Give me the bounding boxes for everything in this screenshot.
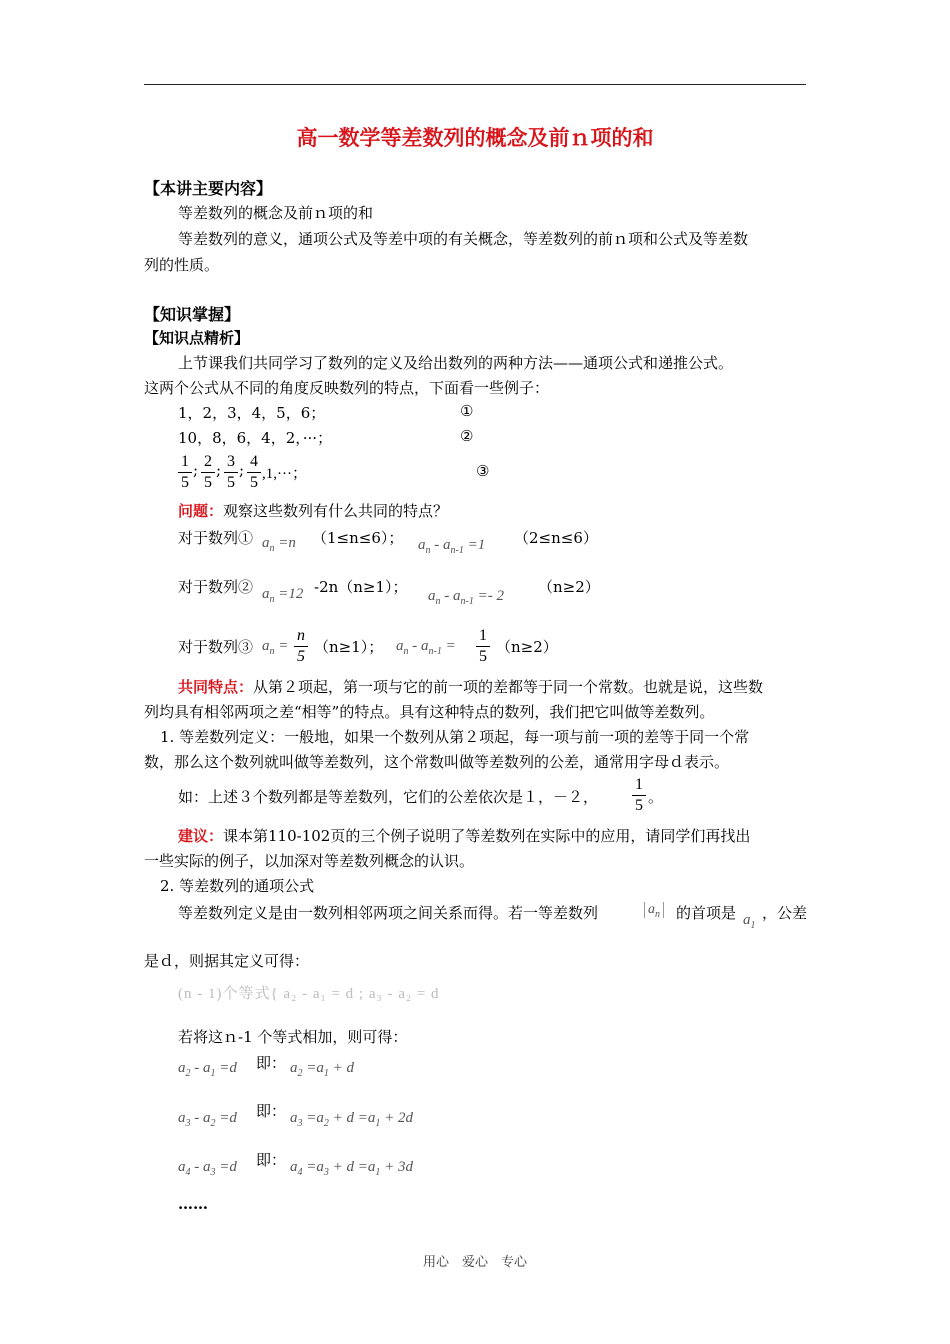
add-equations-line: 若将这ｎ-1 个等式相加，则可得： [178,1028,408,1046]
header-rule [144,84,806,85]
first-term-a1: $a_1$ [743,912,756,931]
example-3-condition-1: （n≥1）； [314,638,384,656]
formula-heading: 2. 等差数列的通项公式 [160,877,315,895]
formula-difference-2: $a_n - a_{n-1} =- 2$ [428,588,504,607]
semicolon: ; [216,461,222,479]
example-3-condition-2: （n≥2） [496,638,558,656]
intro-line-1: 上节课我们共同学习了数列的定义及给出数列的两种方法——通项公式和递推公式。 [178,354,734,372]
section-heading-knowledge: 【知识掌握】 [144,305,241,324]
formula-an-eq: $a_n$ = [262,638,289,657]
formula-text-2: 是ｄ，则据其定义可得： [144,952,310,970]
formula-difference-1: $a_n - a_{n-1} =1$ [418,537,486,556]
equation-a4-result: $a_4 =a_3 + d =a_1 + 3d$ [290,1159,413,1178]
example-2-label: 对于数列② [178,578,254,596]
formula-text-1b: 的首项是 [676,904,737,922]
sequence-3-mark: ③ [476,462,490,480]
sequence-1: 1，2，3，4，5，6； [178,404,326,422]
common-text-2: 列均具有相邻两项之差“相等”的特点。具有这种特点的数列，我们把它叫做等差数列。 [144,703,715,721]
example-2-condition-2: （n≥2） [538,578,600,596]
formula-text-1a: 等差数列定义是由一数列相邻两项之间关系而得。若一等差数列 [178,904,599,922]
sequence-3-tail: ,1,···； [262,466,307,482]
example-end: 。 [648,788,664,806]
definition-line-2: 数，那么这个数列就叫做等差数列，这个常数叫做等差数列的公差，通常用字母ｄ表示。 [144,753,730,771]
sequence-2-mark: ② [460,427,474,445]
fraction-3-5: 3 5 [224,453,238,492]
therefore-label: 即： [256,1151,287,1169]
equation-a3-minus-a2: $a_3 - a_2 =d$ [178,1110,237,1129]
question-label: 问题： [178,502,224,520]
formula-an-eq-n: $a_n =n$ [262,535,296,554]
intro-line-2: 这两个公式从不同的角度反映数列的特点，下面看一些例子： [144,379,550,397]
content-line-1: 等差数列的概念及前ｎ项的和 [178,204,374,222]
therefore-label: 即： [256,1054,287,1072]
example-3-label: 对于数列③ [178,638,254,656]
section-heading-content: 【本讲主要内容】 [144,179,273,198]
suggestion-text-1: 课本第110-102页的三个例子说明了等差数列在实际中的应用，请同学们再找出 [223,827,751,845]
formula-difference-3: $a_n - a_{n-1}$ = [396,638,456,657]
sequence-an-symbol: $a_n$ [644,902,664,918]
sequence-1-mark: ① [460,402,474,420]
equation-a2-result: $a_2 =a_1 + d$ [290,1060,354,1079]
example-1-condition-1: （1≤n≤6）； [312,529,404,547]
common-label: 共同特点： [178,678,254,696]
formula-text-1c: ，公差 [762,904,808,922]
suggestion-text-2: 一些实际的例子，以加深对等差数列概念的认识。 [144,852,475,870]
example-common-difference: 如：上述３个数列都是等差数列，它们的公差依次是１，－２， [178,788,599,806]
ellipsis: …… [178,1195,208,1213]
semicolon: ; [239,461,245,479]
semicolon: ; [193,461,199,479]
question-text: 观察这些数列有什么共同的特点？ [223,502,449,520]
suggestion-label: 建议： [178,827,224,845]
document-title: 高一数学等差数列的概念及前ｎ项的和 [296,126,654,150]
equation-a3-result: $a_3 =a_2 + d =a_1 + 2d$ [290,1110,413,1129]
fraction-common-difference: 1 5 [632,776,646,815]
page-footer: 用心 爱心 专心 [422,1255,527,1270]
example-1-label: 对于数列① [178,529,254,547]
content-line-2: 等差数列的意义，通项公式及等差中项的有关概念，等差数列的前ｎ项和公式及等差数 [178,230,749,248]
common-text-1: 从第２项起，第一项与它的前一项的差都等于同一个常数。也就是说，这些数 [253,678,764,696]
fraction-1-5-diff: 1 5 [476,627,490,666]
formula-an-eq-12: $a_n =12$ [262,586,304,605]
subheading-analysis: 【知识点精析】 [144,329,250,347]
example-2-middle: -2n（n≥1）； [314,578,408,596]
therefore-label: 即： [256,1102,287,1120]
faded-equation-system: (n - 1)个等式{ a₂ - a₁ = d ; a₃ - a₂ = d [178,986,440,1002]
content-line-3: 列的性质。 [144,256,220,274]
equation-a2-minus-a1: $a_2 - a_1 =d$ [178,1060,237,1079]
fraction-1-5: 1 5 [178,453,192,492]
example-1-condition-2: （2≤n≤6） [514,529,598,547]
definition-line-1: 1. 等差数列定义：一般地，如果一个数列从第２项起，每一项与前一项的差等于同一个常 [160,728,750,746]
fraction-n-5: n 5 [294,627,308,666]
sequence-2: 10，8，6，4，2，···； [178,429,333,447]
equation-a4-minus-a3: $a_4 - a_3 =d$ [178,1159,237,1178]
fraction-2-5: 2 5 [201,453,215,492]
fraction-4-5: 4 5 [247,453,261,492]
